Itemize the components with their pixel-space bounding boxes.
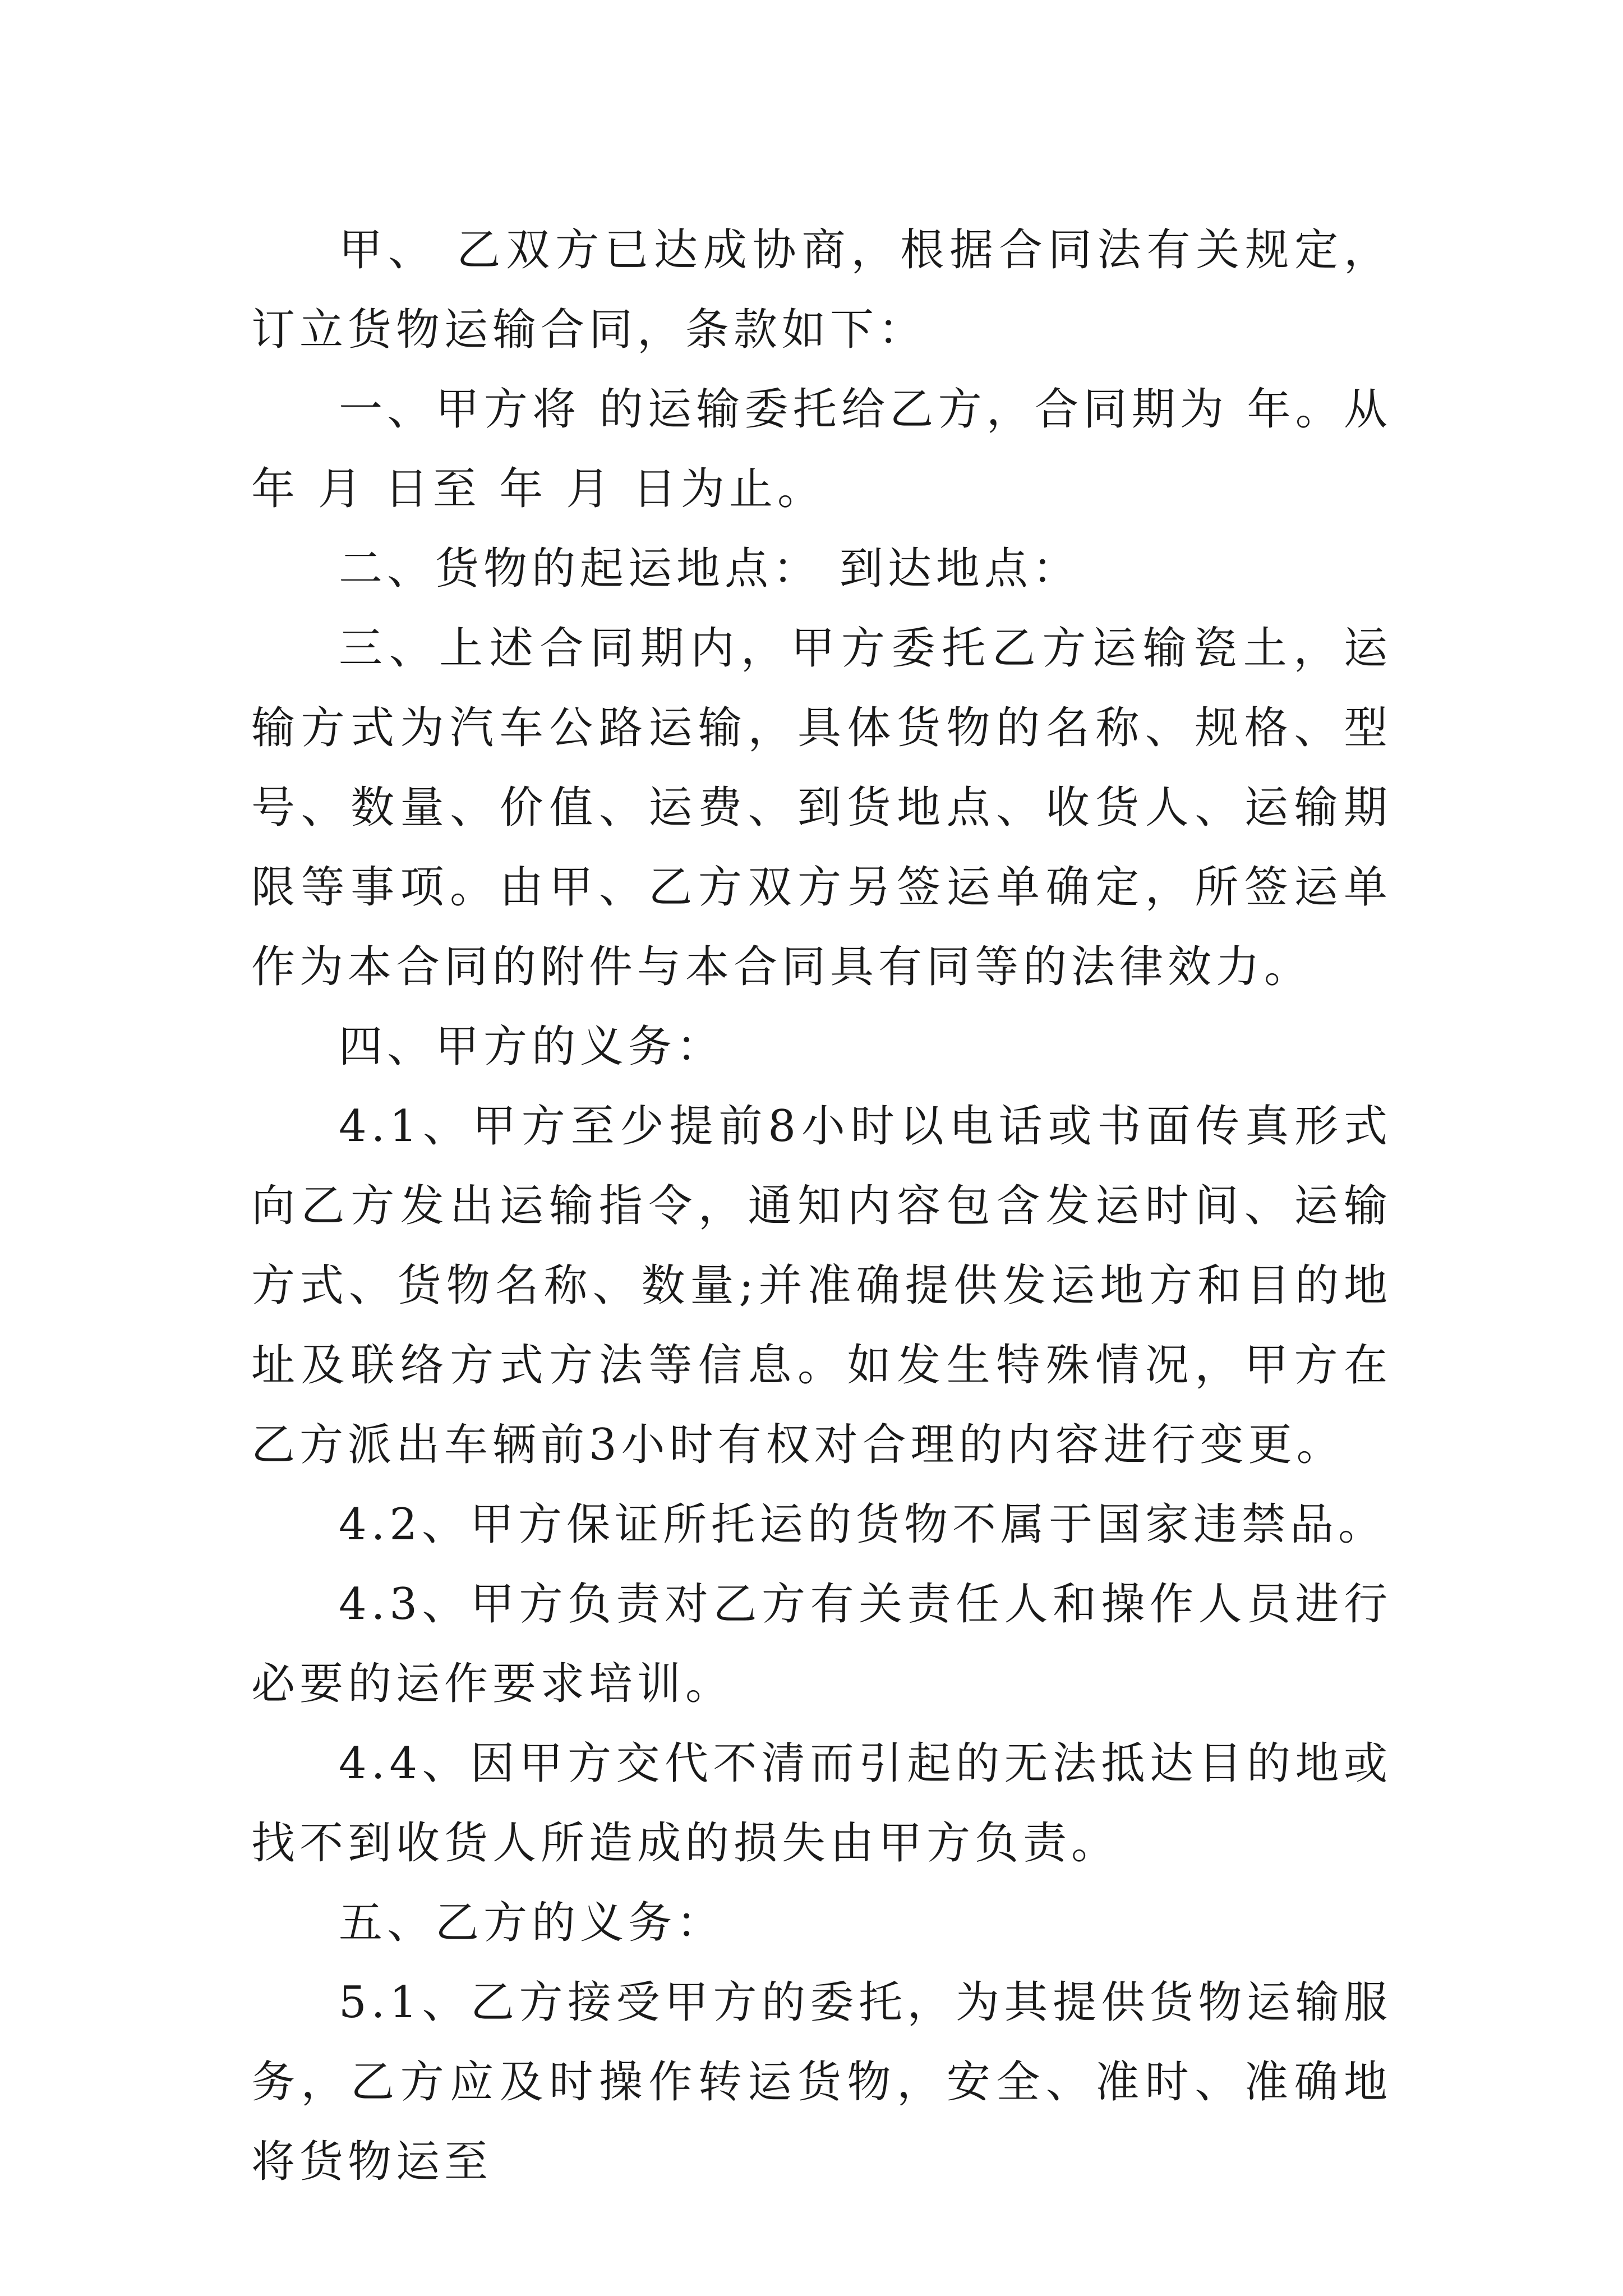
paragraph-clause-4-1: 4.1、甲方至少提前8小时以电话或书面传真形式向乙方发出运输指令，通知内容包含发运时间、运输方式、货物名称、数量;并准确提供发运地方和目的地址及联络方式方法等信息。如发生特殊情况，甲方在乙方派出车辆前3小时有权对合理的内容进行变更。 (251, 1101, 1392, 1470)
paragraph-clause-2: 二、货物的起运地点： 到达地点： (339, 544, 1081, 594)
paragraph-clause-4-3: 4.3、甲方负责对乙方有关责任人和操作人员进行必要的运作要求培训。 (251, 1579, 1392, 1709)
paragraph-clause-4-2: 4.2、甲方保证所托运的货物不属于国家违禁品。 (339, 1499, 1387, 1550)
paragraph-clause-5-1: 5.1、乙方接受甲方的委托，为其提供货物运输服务，乙方应及时操作转运货物，安全、准时、准确地将货物运至 (251, 1977, 1392, 2187)
contract-body (251, 210, 1392, 2202)
paragraph-clause-4-heading: 四、甲方的义务： (339, 1022, 725, 1072)
paragraph-intro: 甲、 乙双方已达成协商，根据合同法有关规定，订立货物运输合同，条款如下： (251, 225, 1392, 355)
paragraph-clause-5-heading: 五、乙方的义务： (339, 1898, 725, 1948)
paragraph-clause-1: 一、甲方将 的运输委托给乙方，合同期为 年。从 年 月 日至 年 月 日为止。 (251, 384, 1392, 514)
paragraph-clause-4-4: 4.4、因甲方交代不清而引起的无法抵达目的地或找不到收货人所造成的损失由甲方负责。 (251, 1738, 1392, 1869)
paragraph-clause-3: 三、上述合同期内，甲方委托乙方运输瓷土，运输方式为汽车公路运输，具体货物的名称、规格、型号、数量、价值、运费、到货地点、收货人、运输期限等事项。由甲、乙方双方另签运单确定，所签运单作为本合同的附件与本合同具有同等的法律效力。 (251, 623, 1392, 992)
